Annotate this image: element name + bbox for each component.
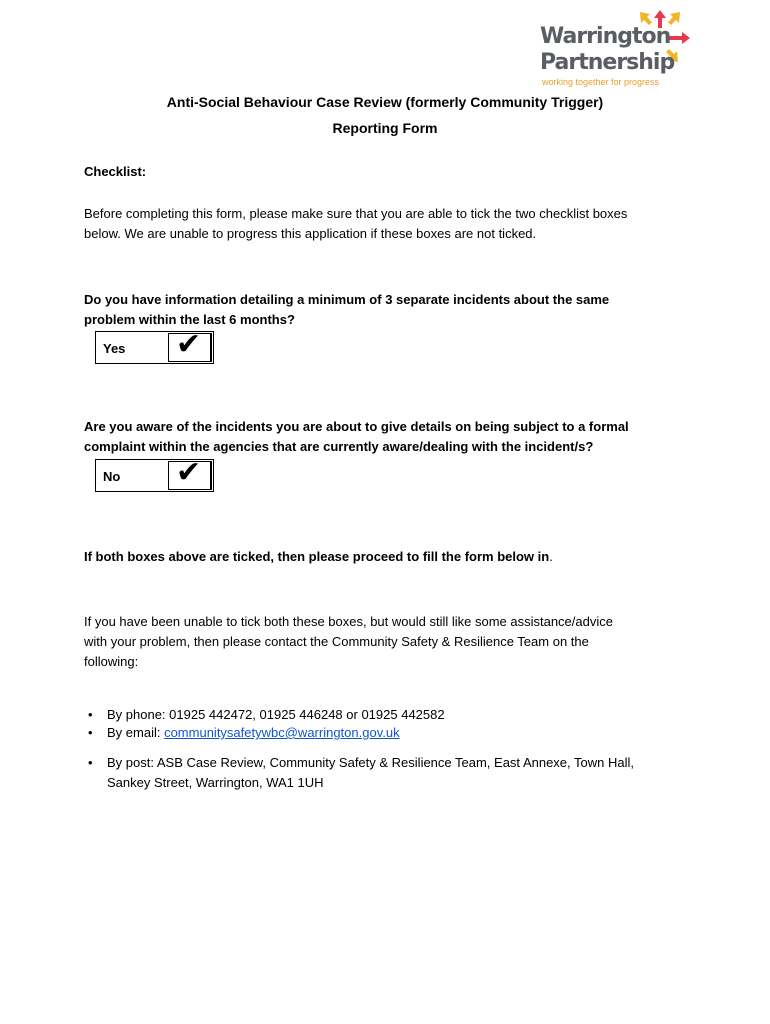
question2-answer-box <box>95 455 214 492</box>
check-mark-icon: ✔ <box>176 327 202 362</box>
question2-line2: complaint within the agencies that are currently aware/dealing with the incident/s? <box>84 439 594 454</box>
proceed-instruction <box>84 547 553 567</box>
question1-line1: Do you have information detailing a minimum of 3 separate incidents about the same <box>84 292 610 307</box>
question1-answer-box <box>95 327 214 364</box>
logo-line1: Warrington <box>540 24 671 49</box>
intro-line2: below. We are unable to progress this application if these boxes are not ticked. <box>84 226 537 241</box>
logo-line2: Partnership <box>540 50 675 75</box>
contact-post-line2: Sankey Street, Warrington, WA1 1UH <box>107 775 324 790</box>
question1-line2: problem within the last 6 months? <box>84 312 295 327</box>
check-mark-icon: ✔ <box>176 455 202 490</box>
contact-phone <box>84 705 634 725</box>
proceed-period: . <box>549 549 553 564</box>
logo-tagline: working together for progress <box>542 77 660 87</box>
bullet-icon: • <box>88 755 93 770</box>
assistance-line3: following: <box>84 654 139 669</box>
contact-list <box>84 705 634 793</box>
intro-line1: Before completing this form, please make sure that you are able to tick the two checklist boxes <box>84 206 628 221</box>
question1-answer-label: Yes <box>103 341 126 356</box>
warrington-partnership-logo <box>536 6 700 90</box>
bullet-icon: • <box>88 725 93 740</box>
contact-post <box>84 753 634 793</box>
checklist-heading: Checklist: <box>84 164 147 179</box>
assistance-line2: with your problem, then please contact the Community Safety & Resilience Team on the <box>84 634 589 649</box>
question2-answer-label: No <box>103 469 121 484</box>
form-subtitle: Reporting Form <box>332 120 438 136</box>
form-title: Anti-Social Behaviour Case Review (formerly Community Trigger) <box>166 94 604 110</box>
contact-email-prefix: By email: <box>107 725 165 740</box>
contact-email <box>84 723 634 743</box>
contact-phone-text: By phone: 01925 442472, 01925 446248 or 01925 442582 <box>107 707 445 722</box>
assistance-line1: If you have been unable to tick both these boxes, but would still like some assistance/advice <box>84 614 613 629</box>
question2-line1: Are you aware of the incidents you are about to give details on being subject to a formal <box>84 419 629 434</box>
contact-post-line1: By post: ASB Case Review, Community Safety & Resilience Team, East Annexe, Town Hall, <box>107 755 634 770</box>
bullet-icon: • <box>88 707 93 722</box>
email-link[interactable]: communitysafetywbc@warrington.gov.uk <box>164 725 400 740</box>
proceed-text: If both boxes above are ticked, then please proceed to fill the form below in <box>84 549 550 564</box>
